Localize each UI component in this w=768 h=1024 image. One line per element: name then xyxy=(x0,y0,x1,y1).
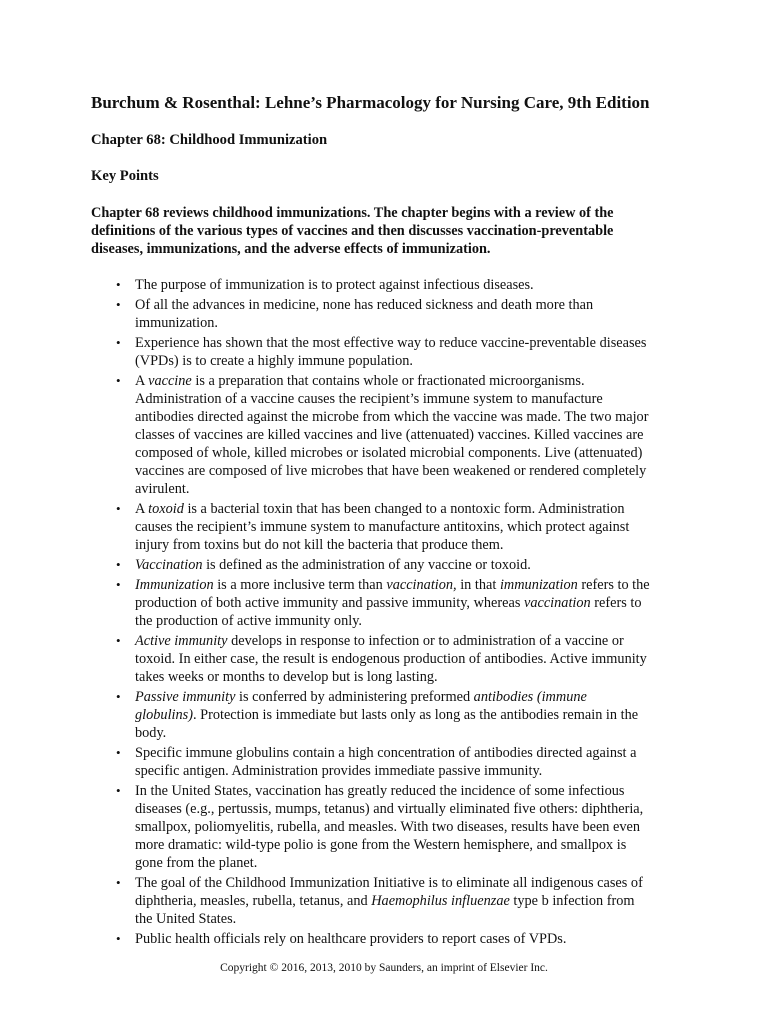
bullet-item xyxy=(91,576,691,630)
bullet-dot-icon: • xyxy=(116,745,121,760)
text-run: refers to xyxy=(590,595,642,611)
bullet-line xyxy=(135,462,691,480)
copyright-footer: Copyright © 2016, 2013, 2010 by Saunders, an imprint of Elsevier Inc. xyxy=(220,962,548,974)
bullet-dot-icon: • xyxy=(116,577,121,592)
text-run: is a bacterial toxin that has been changed to a nontoxic form. Administration xyxy=(183,501,625,517)
text-run: Specific immune globulins contain a high concentration of antibodies directed against a xyxy=(135,745,637,761)
text-run: The purpose of immunization is to protect against infectious diseases. xyxy=(135,277,534,293)
text-run: is defined as the administration of any vaccine or toxoid. xyxy=(202,557,531,573)
bullet-line xyxy=(135,480,691,498)
text-run: composed of whole, killed microbes or isolated microbial components. Live (attenuated) xyxy=(135,445,643,461)
intro-line: diseases, immunizations, and the adverse effects of immunization. xyxy=(91,241,491,257)
bullet-line xyxy=(135,818,691,836)
text-run: Of all the advances in medicine, none has reduced sickness and death more than xyxy=(135,297,594,313)
text-run: is a more inclusive term than xyxy=(213,577,387,593)
bullet-item xyxy=(91,744,691,780)
bullet-line xyxy=(135,372,691,390)
text-run: the production of active immunity only. xyxy=(135,613,362,629)
text-run: gone from the planet. xyxy=(135,855,258,871)
bullet-line xyxy=(135,854,691,872)
italic-term: Vaccination xyxy=(135,557,203,573)
bullet-line xyxy=(135,724,691,742)
text-run: develops in response to infection or to administration of a vaccine or xyxy=(227,633,624,649)
bullet-dot-icon: • xyxy=(116,783,121,798)
intro-line: Chapter 68 reviews childhood immunizations. The chapter begins with a review of the xyxy=(91,205,614,221)
text-run: toxoid. In either case, the result is endogenous production of antibodies. Active immunity xyxy=(135,651,647,667)
italic-term: Haemophilus influenzae xyxy=(371,893,510,909)
text-run: is conferred by administering preformed xyxy=(235,689,474,705)
bullet-line xyxy=(135,334,691,352)
text-run: more dramatic: wild-type polio is gone from the Western hemisphere, and smallpox is xyxy=(135,837,627,853)
text-run: diseases (e.g., pertussis, mumps, tetanus) and virtually eliminated five others: diphtheria, xyxy=(135,801,644,817)
chapter-heading: Chapter 68: Childhood Immunization xyxy=(91,132,328,148)
italic-term: antibodies (immune xyxy=(473,689,587,705)
bullet-dot-icon: • xyxy=(116,501,121,516)
text-run: the United States. xyxy=(135,911,237,927)
bullet-line xyxy=(135,444,691,462)
bullet-line xyxy=(135,930,691,948)
bullet-dot-icon: • xyxy=(116,297,121,312)
key-points-list xyxy=(91,276,691,950)
bullet-line xyxy=(135,276,691,294)
bullet-line xyxy=(135,500,691,518)
text-run: body. xyxy=(135,725,167,741)
italic-term: globulins) xyxy=(135,707,193,723)
bullet-line xyxy=(135,762,691,780)
bullet-line xyxy=(135,594,691,612)
bullet-item xyxy=(91,874,691,928)
text-run: Administration of a vaccine causes the recipient’s immune system to manufacture xyxy=(135,391,603,407)
bullet-line xyxy=(135,632,691,650)
bullet-line xyxy=(135,874,691,892)
italic-term: vaccination xyxy=(523,595,591,611)
text-run: The goal of the Childhood Immunization Initiative is to eliminate all indigenous cases of xyxy=(135,875,643,891)
text-run: specific antigen. Administration provides immediate passive immunity. xyxy=(135,763,543,779)
text-run: in that xyxy=(456,577,500,593)
text-run: production of both active immunity and passive immunity, whereas xyxy=(135,595,524,611)
italic-term: vaccination, xyxy=(386,577,457,593)
intro-line: definitions of the various types of vaccines and then discusses vaccination-preventable xyxy=(91,223,614,239)
text-run: injury from toxins but do not kill the bacteria that produce them. xyxy=(135,537,504,553)
text-run: A xyxy=(135,373,149,389)
italic-term: Active immunity xyxy=(135,633,228,649)
bullet-item xyxy=(91,372,691,498)
bullet-line xyxy=(135,800,691,818)
bullet-line xyxy=(135,650,691,668)
bullet-dot-icon: • xyxy=(116,633,121,648)
bullet-item xyxy=(91,296,691,332)
italic-term: Immunization xyxy=(135,577,214,593)
text-run: immunization. xyxy=(135,315,218,331)
bullet-line xyxy=(135,518,691,536)
bullet-line xyxy=(135,612,691,630)
text-run: vaccines are composed of live microbes that have been weakened or rendered completely xyxy=(135,463,647,479)
text-run: smallpox, poliomyelitis, rubella, and measles. With two diseases, results have been even xyxy=(135,819,640,835)
bullet-item xyxy=(91,276,691,294)
bullet-item xyxy=(91,556,691,574)
bullet-dot-icon: • xyxy=(116,335,121,350)
bullet-dot-icon: • xyxy=(116,557,121,572)
bullet-item xyxy=(91,500,691,554)
bullet-line xyxy=(135,352,691,370)
text-run: . Protection is immediate but lasts only as long as the antibodies remain in the xyxy=(192,707,639,723)
bullet-line xyxy=(135,426,691,444)
text-run: refers to the xyxy=(577,577,650,593)
text-run: Public health officials rely on healthcare providers to report cases of VPDs. xyxy=(135,931,567,947)
bullet-dot-icon: • xyxy=(116,875,121,890)
bullet-line xyxy=(135,706,691,724)
text-run: classes of vaccines are killed vaccines and live (attenuated) vaccines. Killed vaccines are xyxy=(135,427,644,443)
bullet-dot-icon: • xyxy=(116,931,121,946)
bullet-item xyxy=(91,688,691,742)
text-run: avirulent. xyxy=(135,481,190,497)
bullet-dot-icon: • xyxy=(116,277,121,292)
bullet-item xyxy=(91,930,691,948)
bullet-line xyxy=(135,314,691,332)
bullet-line xyxy=(135,836,691,854)
bullet-dot-icon: • xyxy=(116,689,121,704)
text-run: causes the recipient’s immune system to manufacture antitoxins, which protect against xyxy=(135,519,630,535)
italic-term: vaccine xyxy=(148,373,192,389)
bullet-line xyxy=(135,744,691,762)
intro-paragraph xyxy=(91,204,661,258)
italic-term: immunization xyxy=(499,577,578,593)
text-run: antibodies directed against the microbe from which the vaccine was made. The two major xyxy=(135,409,649,425)
bullet-line xyxy=(135,536,691,554)
text-run: is a preparation that contains whole or fractionated microorganisms. xyxy=(191,373,585,389)
italic-term: Passive immunity xyxy=(135,689,236,705)
bullet-line xyxy=(135,408,691,426)
bullet-item xyxy=(91,782,691,872)
italic-term: toxoid xyxy=(148,501,184,517)
text-run: type b infection from xyxy=(509,893,635,909)
bullet-line xyxy=(135,782,691,800)
text-run: A xyxy=(135,501,149,517)
text-run: takes weeks or months to develop but is long lasting. xyxy=(135,669,438,685)
bullet-line xyxy=(135,668,691,686)
text-run: (VPDs) is to create a highly immune population. xyxy=(135,353,413,369)
bullet-line xyxy=(135,390,691,408)
text-run: diphtheria, measles, rubella, tetanus, and xyxy=(135,893,372,909)
text-run: Experience has shown that the most effective way to reduce vaccine-preventable diseases xyxy=(135,335,647,351)
bullet-line xyxy=(135,910,691,928)
bullet-line xyxy=(135,556,691,574)
bullet-line xyxy=(135,296,691,314)
bullet-line xyxy=(135,576,691,594)
bullet-line xyxy=(135,688,691,706)
bullet-line xyxy=(135,892,691,910)
bullet-item xyxy=(91,334,691,370)
bullet-item xyxy=(91,632,691,686)
text-run: In the United States, vaccination has greatly reduced the incidence of some infectious xyxy=(135,783,625,799)
key-points-heading: Key Points xyxy=(91,168,159,184)
document-title: Burchum & Rosenthal: Lehne’s Pharmacology for Nursing Care, 9th Edition xyxy=(91,93,650,112)
bullet-dot-icon: • xyxy=(116,373,121,388)
